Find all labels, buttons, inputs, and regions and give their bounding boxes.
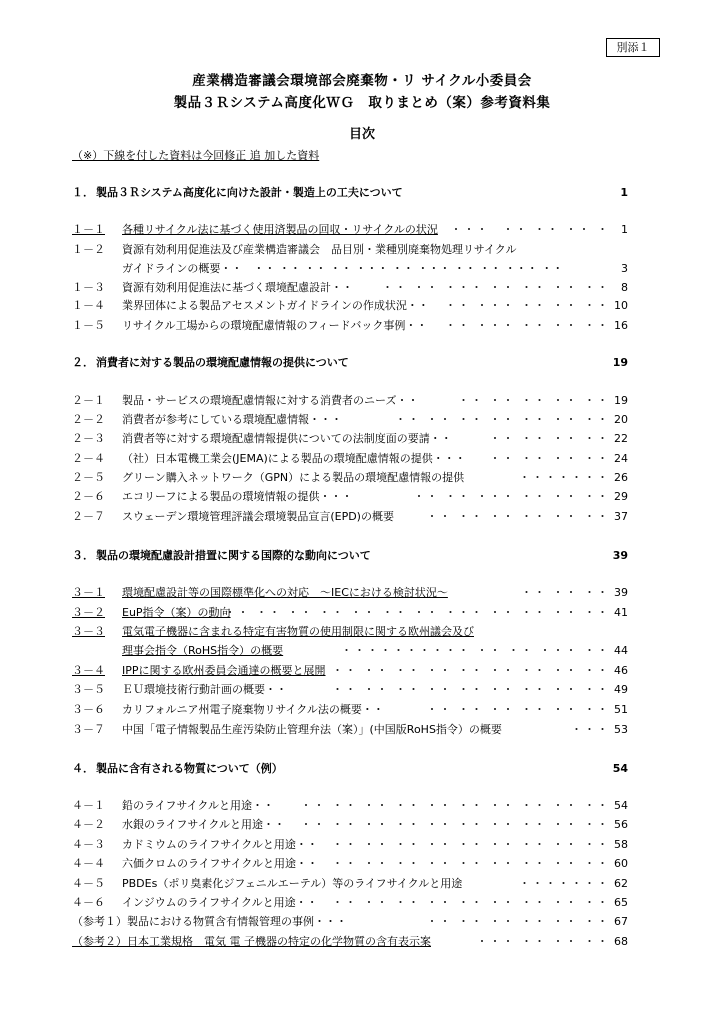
toc-page-number: 37 [614,510,628,523]
toc-entry-title: 水銀のライフサイクルと用途・・ [122,818,286,831]
toc-leader-dots: ・・ ・・ ・・ ・・ ・・ ・・ ・・ [395,413,610,426]
toc-entry-title: 消費者が参考にしている環境配慮情報・・・ [122,413,342,426]
toc-entry-title: （参考１）製品における物質含有情報管理の事例・・・ [72,915,347,928]
toc-entry [72,297,628,315]
toc-entry [72,488,628,506]
toc-leader-dots: ・・・・・・・・・・ ・・ ・・ ・・・ ・・ [341,644,610,657]
toc-leader-dots: ・・・ ・・ ・・ ・・ [476,935,610,948]
toc-section [72,547,628,565]
toc-entry [72,584,628,602]
toc-section [72,760,628,778]
toc-entry-title: 中国「電子情報製品生産汚染防止管理弁法（案）」(中国版RoHS指令）の概要 [122,723,502,736]
toc-entry-number: ３－６ [72,703,105,716]
toc-page-number: 56 [614,818,628,831]
toc-entry [72,662,628,680]
toc-section [72,184,628,202]
toc-entry-number: ２－２ [72,413,105,426]
toc-page-number: 22 [614,432,628,445]
toc-section [72,354,628,372]
toc-entry [72,797,628,815]
toc-entry-number: ３－２ [72,606,105,619]
toc-page-number: 3 [621,262,628,275]
toc-entry-title: 消費者等に対する環境配慮情報提供についての法制度面の要請・・ [122,432,452,445]
toc-page-number: 24 [614,452,628,465]
toc-entry [72,701,628,719]
toc-entry-number: ４－３ [72,838,105,851]
toc-page-number: 65 [614,896,628,909]
toc-entry-title: リサイクル工場からの環境配慮情報のフィードバック事例・・ [122,319,428,332]
toc-entry-number: １－３ [72,281,105,294]
toc-entry [72,894,628,912]
toc-entry-title: 製品の環境配慮設計措置に関する国際的な動向について [96,549,371,562]
toc-entry-number: １－２ [72,243,105,256]
toc-entry-number: ２－７ [72,510,105,523]
toc-page-number: 8 [621,281,628,294]
toc-leader-dots: ・・ ・・ ・・・ ・・ ・・ ・・ ・・ [382,281,610,294]
toc-entry [72,642,628,660]
toc-entry-number: ２－４ [72,452,105,465]
toc-page-number: 54 [612,762,628,775]
toc-entry-title: 製品・サービスの環境配慮情報に対する消費者のニーズ・・ [122,394,419,407]
toc-entry-number: ２－３ [72,432,105,445]
title-line-1: 産業構造審議会環境部会廃棄物・リ サイクル小委員会 [192,73,532,89]
toc-page-number: 49 [614,683,628,696]
toc-entry-number: ３． [72,549,94,562]
toc-page-number: 46 [614,664,628,677]
toc-entry-title: グリーン購入ネットワーク（GPN）による製品の環境配慮情報の提供 [122,471,465,484]
toc-entry [72,875,628,893]
toc-entry-title: 資源有効利用促進法に基づく環境配慮設計・・ [122,281,353,294]
attachment-badge: 別添１ [606,38,660,57]
toc-leader-dots: ・・・ ・・ ・・ ・・ ・ [450,223,610,236]
toc-entry-title: 製品に含有される物質について（例） [96,762,283,775]
toc-entry-title: 鉛のライフサイクルと用途・・ [122,799,275,812]
toc-entry-number: １－５ [72,319,105,332]
toc-entry-number: ４－１ [72,799,105,812]
toc-leader-dots: ・・ ・・ ・・ ・・ ・・ ・・ ・・ ・・ ・・ ・・ [300,799,610,812]
toc-entry-title: EuP指令（案）の動向 [122,606,231,619]
toc-entry-number: ２－６ [72,490,105,503]
toc-entry [72,623,628,641]
toc-entry-number: ２－５ [72,471,105,484]
toc-leader-dots: ・・・ [571,723,610,736]
toc-entry-number: ３－５ [72,683,105,696]
toc-page-number: 19 [614,394,628,407]
toc-entry-title: ガイドラインの概要・・ ・・ ・・ ・・ ・・ ・・・ ・・ ・・・ ・・ ・・ ・・・ ・・ [122,262,564,275]
toc-page-number: 58 [614,838,628,851]
toc-entry-number: ３－３ [72,625,105,638]
title-line-2: 製品３Ｒシステム高度化ＷＧ 取りまとめ（案）参考資料集 [173,95,551,111]
toc-entry-title: 製品３Ｒシステム高度化に向けた設計・製造上の工夫について [96,186,403,199]
toc-page-number: 19 [612,356,628,369]
toc-entry-title: カドミウムのライフサイクルと用途・・ [122,838,318,851]
toc-entry [72,317,628,335]
toc-entry-number: １． [72,186,94,199]
toc-entry-number: ３－４ [72,664,105,677]
toc-entry [72,604,628,622]
toc-entry-number: １－４ [72,299,105,312]
toc-page-number: 68 [614,935,628,948]
toc-page-number: 1 [621,223,628,236]
toc-page-number: 16 [614,319,628,332]
toc-entry [72,392,628,410]
toc-entry [72,430,628,448]
toc-page-number: 53 [614,723,628,736]
toc-entry [72,260,628,278]
toc-entry-number: ４－６ [72,896,105,909]
toc-leader-dots: ・・ ・・ ・・ ・・ ・・ ・・ [426,915,610,928]
toc-entry-title: スウェーデン環境管理評議会環境製品宣言(EPD)の概要 [122,510,394,523]
toc-entry-title: 環境配慮設計等の国際標準化への対応 ～IECにおける検討状況～ [122,586,448,599]
toc-entry-title: 六価クロムのライフサイクルと用途・・ [122,857,319,870]
revision-note: （※）下線を付した資料は今回修正 追 加した資料 [72,149,320,162]
toc-page-number: 54 [614,799,628,812]
toc-entry-title: エコリーフによる製品の環境情報の提供・・・ [122,490,353,503]
toc-leader-dots: ・・ ・・・ ・・ ・・ ・・ [445,299,610,312]
toc-entry [72,913,628,931]
toc-entry-number: ４－５ [72,877,105,890]
toc-page-number: 51 [614,703,628,716]
toc-entry [72,411,628,429]
toc-page-number: 29 [614,490,628,503]
toc-entry [72,721,628,739]
toc-page-number: 67 [614,915,628,928]
toc-page-number: 39 [614,586,628,599]
toc-leader-dots: ・・ ・・ ・・ ・・ ・・ ・・ ・・ ・・ ・・ [332,838,610,851]
toc-entry-title: カリフォルニア州電子廃棄物リサイクル法の概要・・ [122,703,384,716]
toc-entry-title: 業界団体による製品アセスメントガイドラインの作成状況・・ [122,299,429,312]
toc-entry-title: （社）日本電機工業会(JEMA)による製品の環境配慮情報の提供・・・ [122,452,466,465]
toc-entry-title: PBDEs（ポリ臭素化ジフェニルエーテル）等のライフサイクルと用途 [122,877,463,890]
toc-leader-dots: ・・ ・・ ・・・ ・・ ・・ ・・ [413,490,610,503]
toc-leader-dots: ・・ ・・ ・・ [521,586,610,599]
document-title [0,70,724,114]
toc-entry [72,450,628,468]
toc-entry-title: インジウムのライフサイクルと用途・・ [122,896,318,909]
toc-entry [72,241,628,259]
toc-leader-dots: ・・ ・・ ・・ ・・ ・・ ・・ ・・ ・・ ・・ ・・ [300,818,610,831]
toc-leader-dots: ・・ ・・ ・・ ・・ ・・ ・・ ・・ ・・ ・・ [332,896,610,909]
toc-entry [72,508,628,526]
toc-leader-dots: ・・ ・・ ・・ ・・ ・・ [458,394,610,407]
toc-entry-title: ＥＵ環境技術行動計画の概要・・ [122,683,287,696]
toc-entry-title: 理事会指令（RoHS指令）の概要 [122,644,284,657]
toc-leader-dots: ・・ ・・ ・・ ・・ [489,432,610,445]
toc-entry [72,469,628,487]
toc-entry-number: ３－１ [72,586,105,599]
toc-entry-title: 各種リサイクル法に基づく使用済製品の回収・リサイクルの状況 [122,223,438,236]
toc-entry-number: ４－２ [72,818,105,831]
toc-leader-dots: ・・ ・・・ ・・ ・・ ・・ [445,319,610,332]
toc-leader-dots: ・・ ・・ ・・ ・・ ・・ ・・ ・・ ・・・ ・・ ・・ ・・ ・・ [224,606,610,619]
toc-entry-number: ４－４ [72,857,105,870]
toc-leader-dots: ・・ ・・ ・・ ・・ ・・ ・・ ・・ ・・ ・・ [332,857,610,870]
toc-entry [72,681,628,699]
toc-entry-number: ２－１ [72,394,105,407]
toc-entry [72,816,628,834]
toc-leader-dots: ・・ ・・ ・・ ・・ ・・ ・・ ・・ ・・ ・・ [332,664,610,677]
toc-heading: 目次 [348,127,375,142]
toc-entry-number: ３－７ [72,723,105,736]
toc-entry [72,836,628,854]
toc-page-number: 1 [620,186,628,199]
toc-page-number: 60 [614,857,628,870]
toc-page-number: 26 [614,471,628,484]
toc-leader-dots: ・・・・・・・ [519,877,610,890]
toc-entry-title: （参考２）日本工業規格 電気 電 子機器の特定の化学物質の含有表示案 [72,935,431,948]
toc-entry-number: １－１ [72,223,105,236]
toc-entry-title: 資源有効利用促進法及び産業構造審議会 品目別・業種別廃棄物処理リサイクル [122,243,517,256]
toc-entry [72,279,628,297]
toc-entry [72,855,628,873]
toc-entry-title: 消費者に対する製品の環境配慮情報の提供について [96,356,349,369]
toc-page-number: 10 [614,299,628,312]
toc-page-number: 20 [614,413,628,426]
toc-leader-dots: ・・・・・・・ [519,471,610,484]
toc-entry-number: ４． [72,762,94,775]
toc-page-number: 39 [612,549,628,562]
toc-entry [72,933,628,951]
toc-leader-dots: ・・ ・・ ・・ ・・ ・・ ・・ [426,510,610,523]
toc-entry-title: 電気電子機器に含まれる特定有害物質の使用制限に関する欧州議会及び [122,625,474,638]
toc-page-number: 44 [614,644,628,657]
toc-entry [72,221,628,239]
toc-entry-number: ２． [72,356,94,369]
toc-leader-dots: ・・ ・・ ・・ ・・ ・・ ・・ [426,703,610,716]
toc-leader-dots: ・・ ・・ ・・ ・・ [489,452,610,465]
toc-page-number: 62 [614,877,628,890]
toc-leader-dots: ・・ ・・ ・・ ・・ ・・ ・・ ・・ ・・ ・・ [332,683,610,696]
toc-entry-title: IPPに関する欧州委員会通達の概要と展開 [122,664,326,677]
toc-page-number: 41 [614,606,628,619]
